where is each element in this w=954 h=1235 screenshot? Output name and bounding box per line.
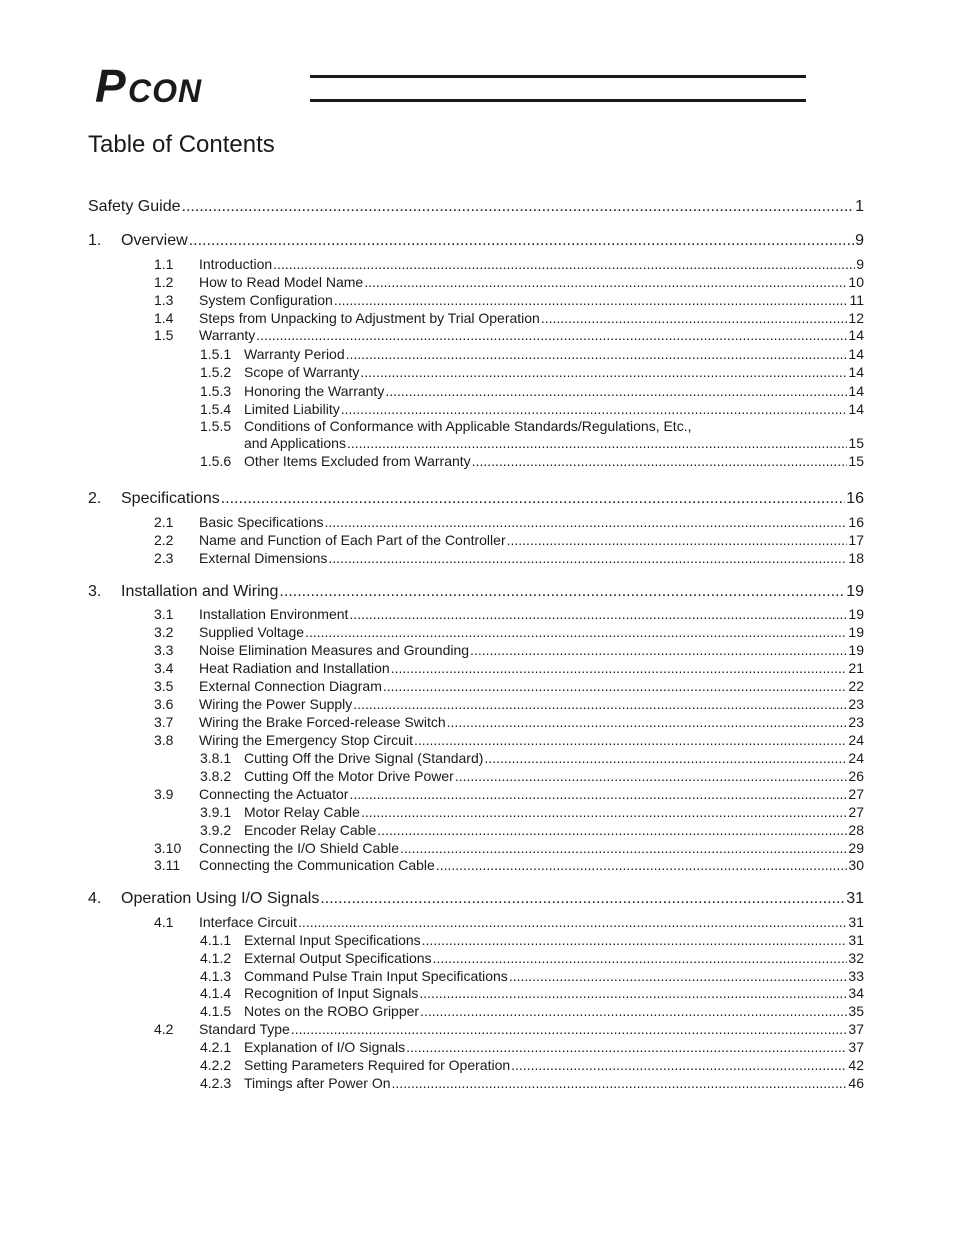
toc-entry-title: Basic Specifications bbox=[199, 514, 324, 530]
toc-entry-page: 29 bbox=[848, 840, 864, 856]
toc-entry-page: 19 bbox=[848, 624, 864, 640]
toc-entry-title: Explanation of I/O Signals bbox=[244, 1039, 406, 1055]
toc-entry-number: 3.9.1 bbox=[200, 804, 232, 820]
toc-leader bbox=[509, 968, 848, 984]
toc-entry-page: 1 bbox=[855, 198, 864, 215]
page-title: Table of Contents bbox=[88, 131, 275, 158]
toc-entry-number: 1.5.6 bbox=[200, 453, 232, 469]
toc-leader bbox=[189, 232, 854, 250]
toc-entry bbox=[154, 606, 864, 624]
toc-leader bbox=[447, 714, 848, 730]
toc-entry-page: 28 bbox=[848, 822, 864, 838]
toc-leader bbox=[360, 364, 847, 380]
toc-entry-page: 15 bbox=[848, 435, 864, 451]
toc-entry-page: 19 bbox=[848, 606, 864, 622]
toc-entry-number: 3.9 bbox=[154, 786, 174, 802]
toc-entry bbox=[200, 950, 864, 968]
toc-entry-title: Installation Environment bbox=[199, 606, 349, 622]
toc-entry-title: Warranty bbox=[199, 327, 256, 343]
toc-entry-number: 2.2 bbox=[154, 532, 174, 548]
toc-leader bbox=[349, 606, 847, 622]
toc-entry-page: 30 bbox=[848, 857, 864, 873]
toc-entry-title: External Output Specifications bbox=[244, 950, 432, 966]
toc-entry-number: 3.8 bbox=[154, 732, 174, 748]
toc-entry-title: Specifications bbox=[121, 490, 220, 507]
toc-entry-page: 11 bbox=[849, 292, 864, 308]
toc-leader bbox=[347, 435, 847, 451]
toc-leader bbox=[328, 550, 847, 566]
toc-entry bbox=[200, 985, 864, 1003]
toc-entry bbox=[154, 660, 864, 678]
toc-entry bbox=[200, 750, 864, 768]
toc-leader bbox=[349, 786, 847, 802]
toc-entry-title: Steps from Unpacking to Adjustment by Trial Operation bbox=[199, 310, 540, 326]
toc-entry-title: Encoder Relay Cable bbox=[244, 822, 377, 838]
toc-entry-title: System Configuration bbox=[199, 292, 333, 308]
toc-entry-number: 4.1.1 bbox=[200, 932, 232, 948]
toc-entry bbox=[154, 914, 864, 932]
toc-leader bbox=[298, 914, 847, 930]
toc-entry-number: 3.8.2 bbox=[200, 768, 232, 784]
toc-entry bbox=[154, 696, 864, 714]
toc-entry-page: 23 bbox=[848, 696, 864, 712]
toc-entry bbox=[200, 804, 864, 822]
toc-entry-title: Overview bbox=[121, 232, 188, 249]
toc-leader bbox=[346, 346, 848, 362]
toc-entry-page: 14 bbox=[848, 364, 864, 380]
toc-entry-number: 4.2 bbox=[154, 1021, 174, 1037]
toc-entry-page: 24 bbox=[848, 732, 864, 748]
toc-entry bbox=[200, 1039, 864, 1057]
toc-leader bbox=[334, 292, 849, 308]
toc-entry-number: 4.1.4 bbox=[200, 985, 232, 1001]
svg-text:P: P bbox=[95, 63, 126, 107]
toc-leader bbox=[383, 678, 848, 694]
toc-entry bbox=[154, 1021, 864, 1039]
toc-entry-title: Interface Circuit bbox=[199, 914, 298, 930]
toc-entry-number: 3.5 bbox=[154, 678, 174, 694]
toc-entry bbox=[88, 490, 864, 510]
toc-entry-number: 1.5.1 bbox=[200, 346, 232, 362]
toc-leader bbox=[182, 198, 855, 216]
toc-leader bbox=[279, 583, 845, 601]
toc-entry-page: 16 bbox=[846, 490, 864, 507]
toc-entry bbox=[88, 198, 864, 218]
toc-entry bbox=[200, 346, 864, 364]
toc-entry-title: Honoring the Warranty bbox=[244, 383, 385, 399]
toc-entry-number: 1.1 bbox=[154, 256, 174, 272]
toc-entry-page: 16 bbox=[848, 514, 864, 530]
toc-entry bbox=[154, 256, 864, 274]
toc-entry-page: 42 bbox=[848, 1057, 864, 1073]
toc-entry-number: 4.2.3 bbox=[200, 1075, 232, 1091]
toc-leader bbox=[419, 985, 847, 1001]
toc-entry bbox=[154, 786, 864, 804]
toc-leader bbox=[455, 768, 848, 784]
toc-entry-number: 3.2 bbox=[154, 624, 174, 640]
toc-entry bbox=[154, 274, 864, 292]
toc-entry-number: 1.3 bbox=[154, 292, 174, 308]
toc-leader bbox=[470, 642, 847, 658]
toc-entry-page: 46 bbox=[848, 1075, 864, 1091]
toc-entry-number: 1.5.5 bbox=[200, 418, 232, 434]
toc-entry-title: Conditions of Conformance with Applicable Standards/Regulations, Etc., bbox=[244, 418, 692, 434]
pcon-logo bbox=[95, 63, 807, 107]
toc-entry-number: 3.7 bbox=[154, 714, 174, 730]
toc-entry-title: Standard Type bbox=[199, 1021, 290, 1037]
toc-entry bbox=[200, 968, 864, 986]
toc-leader bbox=[433, 950, 848, 966]
toc-entry-number: 1.5.2 bbox=[200, 364, 232, 380]
toc-entry bbox=[200, 364, 864, 382]
toc-leader bbox=[541, 310, 848, 326]
toc-leader bbox=[392, 1075, 848, 1091]
toc-entry-page: 26 bbox=[848, 768, 864, 784]
toc-entry-title: Setting Parameters Required for Operation bbox=[244, 1057, 511, 1073]
toc-entry bbox=[154, 714, 864, 732]
toc-entry-page: 10 bbox=[848, 274, 864, 290]
toc-leader bbox=[221, 490, 845, 508]
toc-leader bbox=[325, 514, 848, 530]
toc-entry bbox=[200, 1075, 864, 1093]
toc-entry-page: 9 bbox=[856, 256, 864, 272]
toc-entry-number: 1.2 bbox=[154, 274, 174, 290]
toc-entry-number: 2.3 bbox=[154, 550, 174, 566]
toc-entry-page: 31 bbox=[846, 890, 864, 907]
toc-entry-title: Connecting the Communication Cable bbox=[199, 857, 435, 873]
toc-entry bbox=[88, 890, 864, 910]
toc-leader bbox=[341, 401, 848, 417]
toc-entry-number: 1.5.4 bbox=[200, 401, 232, 417]
toc-entry-number: 3.6 bbox=[154, 696, 174, 712]
toc-entry-title: Other Items Excluded from Warranty bbox=[244, 453, 471, 469]
toc-entry bbox=[154, 550, 864, 568]
toc-entry-number: 4.1.5 bbox=[200, 1003, 232, 1019]
toc-entry-page: 37 bbox=[848, 1039, 864, 1055]
toc-entry-page: 14 bbox=[848, 401, 864, 417]
toc-leader bbox=[406, 1039, 847, 1055]
toc-entry-number: 4.1.2 bbox=[200, 950, 232, 966]
toc-entry-title: Scope of Warranty bbox=[244, 364, 360, 380]
toc-entry-title: Motor Relay Cable bbox=[244, 804, 360, 820]
toc-leader bbox=[511, 1057, 847, 1073]
toc-entry-number: 4.1.3 bbox=[200, 968, 232, 984]
toc-entry-title: Operation Using I/O Signals bbox=[121, 890, 320, 907]
toc-leader bbox=[273, 256, 855, 272]
toc-entry-page: 14 bbox=[848, 327, 864, 343]
toc-entry bbox=[88, 583, 864, 603]
toc-entry-page: 9 bbox=[855, 232, 864, 249]
toc-leader bbox=[420, 1003, 847, 1019]
toc-entry-number: 3.11 bbox=[154, 857, 181, 873]
toc-entry-page: 19 bbox=[846, 583, 864, 600]
toc-entry-page: 27 bbox=[848, 786, 864, 802]
toc-entry-title: Installation and Wiring bbox=[121, 583, 279, 600]
toc-entry-number: 1.5.3 bbox=[200, 383, 232, 399]
toc-entry-title: Limited Liability bbox=[244, 401, 340, 417]
toc-entry-number: 4.2.2 bbox=[200, 1057, 232, 1073]
toc-entry-page: 35 bbox=[848, 1003, 864, 1019]
toc-entry-title: Name and Function of Each Part of the Controller bbox=[199, 532, 506, 548]
toc-entry-title: Introduction bbox=[199, 256, 273, 272]
toc-entry-title: Timings after Power On bbox=[244, 1075, 391, 1091]
toc-entry-title: and Applications bbox=[244, 435, 346, 451]
toc-entry bbox=[154, 678, 864, 696]
toc-entry-title: Cutting Off the Motor Drive Power bbox=[244, 768, 454, 784]
toc-entry-number: 3.9.2 bbox=[200, 822, 232, 838]
toc-entry bbox=[154, 732, 864, 750]
toc-entry-title: Cutting Off the Drive Signal (Standard) bbox=[244, 750, 484, 766]
toc-leader bbox=[484, 750, 847, 766]
toc-entry-number: 1.5 bbox=[154, 327, 174, 343]
toc-entry-number: 3. bbox=[88, 583, 102, 600]
toc-entry bbox=[200, 453, 864, 471]
toc-entry-page: 31 bbox=[848, 914, 864, 930]
toc-entry-title: Wiring the Emergency Stop Circuit bbox=[199, 732, 413, 748]
toc-leader bbox=[361, 804, 847, 820]
toc-entry-page: 32 bbox=[848, 950, 864, 966]
toc-entry-page: 19 bbox=[848, 642, 864, 658]
toc-leader bbox=[400, 840, 847, 856]
toc-entry-title: Connecting the I/O Shield Cable bbox=[199, 840, 400, 856]
toc-entry-title: Wiring the Power Supply bbox=[199, 696, 353, 712]
toc-entry bbox=[154, 532, 864, 550]
toc-entry-page: 14 bbox=[848, 346, 864, 362]
toc-entry-number: 3.3 bbox=[154, 642, 174, 658]
toc-entry-title: Command Pulse Train Input Specifications bbox=[244, 968, 508, 984]
toc-entry bbox=[154, 624, 864, 642]
toc-leader bbox=[353, 696, 847, 712]
toc-entry bbox=[200, 418, 864, 436]
toc-entry-page: 17 bbox=[848, 532, 864, 548]
toc-entry bbox=[154, 514, 864, 532]
toc-entry-title: Wiring the Brake Forced-release Switch bbox=[199, 714, 446, 730]
toc-entry-number: 4.1 bbox=[154, 914, 174, 930]
toc-entry bbox=[154, 310, 864, 328]
toc-entry-page: 37 bbox=[848, 1021, 864, 1037]
toc-entry-title: External Input Specifications bbox=[244, 932, 421, 948]
toc-entry bbox=[154, 292, 864, 310]
toc-entry-page: 15 bbox=[848, 453, 864, 469]
toc-entry-page: 21 bbox=[848, 660, 864, 676]
toc-entry-title: Heat Radiation and Installation bbox=[199, 660, 390, 676]
toc-entry-page: 27 bbox=[848, 804, 864, 820]
toc-entry bbox=[200, 401, 864, 419]
svg-text:CON: CON bbox=[128, 73, 203, 107]
toc-leader bbox=[436, 857, 848, 873]
toc-entry-title: Warranty Period bbox=[244, 346, 345, 362]
toc-entry-page: 23 bbox=[848, 714, 864, 730]
toc-leader bbox=[364, 274, 847, 290]
toc-leader bbox=[422, 932, 848, 948]
toc-entry-title: Notes on the ROBO Gripper bbox=[244, 1003, 420, 1019]
toc-entry-title: External Connection Diagram bbox=[199, 678, 382, 694]
toc-leader bbox=[256, 327, 847, 343]
toc-entry-number: 3.4 bbox=[154, 660, 174, 676]
toc-entry-number: 4.2.1 bbox=[200, 1039, 232, 1055]
toc-entry bbox=[154, 642, 864, 660]
toc-leader bbox=[391, 660, 848, 676]
toc-leader bbox=[305, 624, 847, 640]
toc-entry bbox=[200, 768, 864, 786]
toc-entry-page: 22 bbox=[848, 678, 864, 694]
toc-entry-number: 2.1 bbox=[154, 514, 174, 530]
toc-entry-number: 3.8.1 bbox=[200, 750, 232, 766]
toc-entry bbox=[154, 840, 864, 858]
toc-entry-number: 4. bbox=[88, 890, 102, 907]
toc-entry-page: 12 bbox=[848, 310, 864, 326]
toc-leader bbox=[377, 822, 847, 838]
toc-entry-title: How to Read Model Name bbox=[199, 274, 364, 290]
toc-entry-number: 1. bbox=[88, 232, 102, 249]
toc-entry-number: 1.4 bbox=[154, 310, 174, 326]
toc-entry-page: 33 bbox=[848, 968, 864, 984]
toc-entry bbox=[200, 1003, 864, 1021]
toc-entry-number: 2. bbox=[88, 490, 102, 507]
toc-entry-title: Safety Guide bbox=[88, 198, 181, 215]
toc-leader bbox=[472, 453, 848, 469]
toc-entry bbox=[154, 327, 864, 345]
toc-entry bbox=[154, 857, 864, 875]
toc-entry bbox=[200, 822, 864, 840]
toc-entry-page: 34 bbox=[848, 985, 864, 1001]
toc-entry bbox=[200, 383, 864, 401]
toc-leader bbox=[507, 532, 848, 548]
toc-entry-title: Connecting the Actuator bbox=[199, 786, 349, 802]
toc-leader bbox=[414, 732, 847, 748]
toc-entry-title: External Dimensions bbox=[199, 550, 328, 566]
toc-entry bbox=[200, 932, 864, 950]
toc-entry-title: Supplied Voltage bbox=[199, 624, 305, 640]
toc-entry-page: 24 bbox=[848, 750, 864, 766]
toc-leader bbox=[320, 890, 845, 908]
toc-entry-title: Recognition of Input Signals bbox=[244, 985, 419, 1001]
toc-entry bbox=[244, 435, 864, 453]
toc-entry-title: Noise Elimination Measures and Grounding bbox=[199, 642, 470, 658]
toc-entry-number: 3.1 bbox=[154, 606, 174, 622]
toc-entry-number: 3.10 bbox=[154, 840, 182, 856]
toc-entry bbox=[88, 232, 864, 252]
toc-entry bbox=[200, 1057, 864, 1075]
toc-entry-page: 31 bbox=[848, 932, 864, 948]
toc-leader bbox=[291, 1021, 848, 1037]
toc-leader bbox=[385, 383, 847, 399]
toc-entry-page: 14 bbox=[848, 383, 864, 399]
toc-entry-page: 18 bbox=[848, 550, 864, 566]
